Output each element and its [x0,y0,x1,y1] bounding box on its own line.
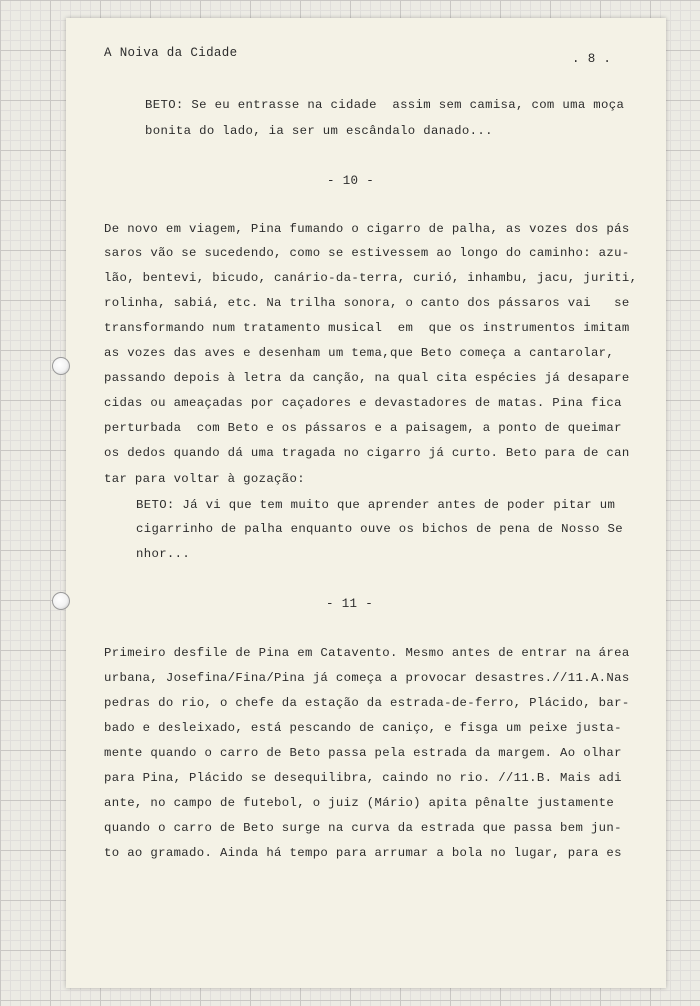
punch-hole-bottom [52,592,70,610]
paragraph-line: rolinha, sabiá, etc. Na trilha sonora, o canto dos pássaros vai se [104,296,630,310]
scene-number-11: - 11 - [326,597,374,611]
paragraph-line: quando o carro de Beto surge na curva da estrada que passa bem jun- [104,821,622,835]
paragraph-line: passando depois à letra da canção, na qual cita espécies já desapare [104,371,630,385]
paragraph-line: para Pina, Plácido se desequilibra, caindo no rio. //11.B. Mais adi [104,771,622,785]
scene-number-10: - 10 - [327,174,375,188]
dialogue-line: nhor... [136,547,191,561]
paragraph-line: tar para voltar à gozação: [104,472,305,486]
paragraph-line: mente quando o carro de Beto passa pela estrada da margem. Ao olhar [104,746,622,760]
paragraph-line: os dedos quando dá uma tragada no cigarro já curto. Beto para de can [104,446,630,460]
paragraph-line: bado e desleixado, está pescando de caniço, e fisga um peixe justa- [104,721,622,735]
document-title: A Noiva da Cidade [104,46,238,60]
paragraph-line: to ao gramado. Ainda há tempo para arrumar a bola no lugar, para es [104,846,622,860]
dialogue-line: BETO: Já vi que tem muito que aprender antes de poder pitar um [136,498,616,512]
paragraph-line: lão, bentevi, bicudo, canário-da-terra, curió, inhambu, jacu, juriti, [104,271,638,285]
paragraph-line: perturbada com Beto e os pássaros e a paisagem, a ponto de queimar [104,421,622,435]
page-number: . 8 . [572,52,612,66]
paragraph-line: pedras do rio, o chefe da estação da estrada-de-ferro, Plácido, bar- [104,696,630,710]
paragraph-line: urbana, Josefina/Fina/Pina já começa a provocar desastres.//11.A.Nas [104,671,630,685]
paragraph-line: Primeiro desfile de Pina em Catavento. Mesmo antes de entrar na área [104,646,630,660]
paragraph-line: ante, no campo de futebol, o juiz (Mário) apita pênalte justamente [104,796,615,810]
paragraph-line: saros vão se sucedendo, como se estivessem ao longo do caminho: azu- [104,246,630,260]
paragraph-line: as vozes das aves e desenham um tema,que Beto começa a cantarolar, [104,346,615,360]
punch-hole-top [52,357,70,375]
paragraph-line: De novo em viagem, Pina fumando o cigarro de palha, as vozes dos pás [104,222,630,236]
dialogue-line: bonita do lado, ia ser um escândalo danado... [145,124,493,138]
paragraph-line: transformando num tratamento musical em que os instrumentos imitam [104,321,630,335]
dialogue-line: BETO: Se eu entrasse na cidade assim sem camisa, com uma moça [145,98,625,112]
paragraph-line: cidas ou ameaçadas por caçadores e devastadores de matas. Pina fica [104,396,622,410]
dialogue-line: cigarrinho de palha enquanto ouve os bichos de pena de Nosso Se [136,522,623,536]
